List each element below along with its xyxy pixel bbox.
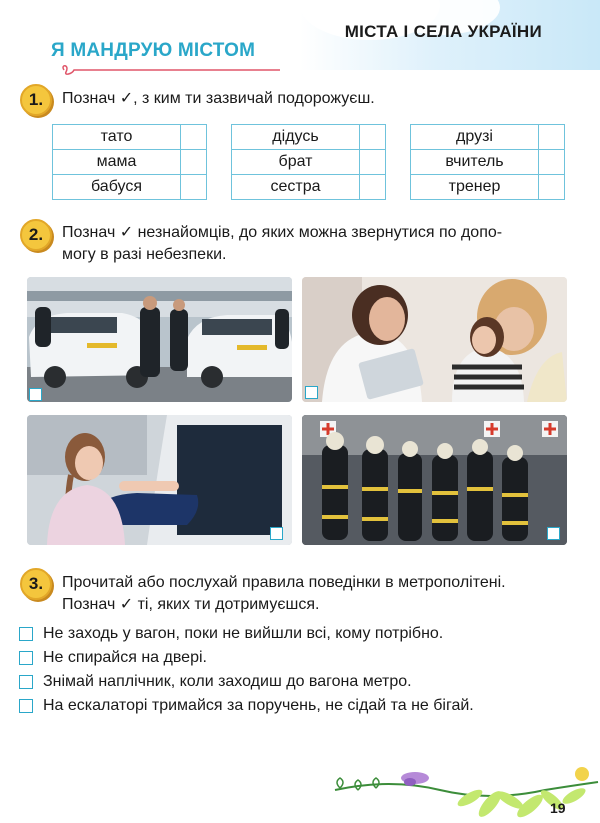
table-cell-word: брат bbox=[232, 150, 360, 175]
checkbox-cell[interactable] bbox=[539, 150, 565, 175]
table-cell-word: друзі bbox=[411, 125, 539, 150]
checkbox-cell[interactable] bbox=[360, 175, 386, 200]
police-photo-checkbox[interactable] bbox=[29, 388, 42, 401]
companion-table-2 bbox=[231, 124, 386, 200]
checkbox-cell[interactable] bbox=[360, 150, 386, 175]
checkbox-cell[interactable] bbox=[181, 125, 207, 150]
section-title: Я МАНДРУЮ МІСТОМ bbox=[51, 40, 256, 61]
rule-item bbox=[19, 622, 579, 646]
rule-checkbox[interactable] bbox=[19, 627, 33, 641]
checkbox-cell[interactable] bbox=[181, 150, 207, 175]
rule-checkbox[interactable] bbox=[19, 699, 33, 713]
table-cell-word: бабуся bbox=[53, 175, 181, 200]
title-underline-decoration bbox=[58, 62, 280, 78]
rule-text: Знімай наплічник, коли заходиш до вагона метро. bbox=[43, 673, 412, 690]
task-number-badge: 3. bbox=[20, 568, 52, 600]
firefighters-photo bbox=[302, 415, 567, 545]
task-number-badge: 2. bbox=[20, 219, 52, 251]
doctor-with-child-photo bbox=[302, 277, 567, 402]
companion-table-1 bbox=[52, 124, 207, 200]
rule-text: На ескалаторі тримайся за поручень, не сідай та не бігай. bbox=[43, 697, 474, 714]
doctor-photo-checkbox[interactable] bbox=[305, 386, 318, 399]
page-number: 19 bbox=[550, 800, 566, 816]
rule-text: Не спирайся на двері. bbox=[43, 649, 207, 666]
rule-text: Не заходь у вагон, поки не вийшли всі, кому потрібно. bbox=[43, 625, 444, 642]
rule-item bbox=[19, 694, 579, 718]
table-cell-word: дідусь bbox=[232, 125, 360, 150]
checkbox-cell[interactable] bbox=[539, 125, 565, 150]
table-cell-word: сестра bbox=[232, 175, 360, 200]
task-instruction-line1: Прочитай або послухай правила поведінки в метрополітені. bbox=[62, 574, 506, 591]
companion-table-3 bbox=[410, 124, 565, 200]
table-cell-word: вчитель bbox=[411, 150, 539, 175]
checkbox-cell[interactable] bbox=[360, 125, 386, 150]
checkbox-cell[interactable] bbox=[181, 175, 207, 200]
task-instruction-line2: Познач ✓ ті, яких ти дотримуєшся. bbox=[62, 596, 320, 613]
task-instruction-line2: могу в разі небезпеки. bbox=[62, 246, 227, 263]
girl-at-car-window-photo bbox=[27, 415, 292, 545]
chapter-title: МІСТА І СЕЛА УКРАЇНИ bbox=[344, 22, 542, 41]
task-number-badge: 1. bbox=[20, 84, 52, 116]
firefighters-photo-checkbox[interactable] bbox=[547, 527, 560, 540]
rule-item bbox=[19, 670, 579, 694]
task-instruction-line1: Познач ✓ незнайомців, до яких можна звернутися по допо- bbox=[62, 224, 503, 241]
rule-checkbox[interactable] bbox=[19, 675, 33, 689]
table-cell-word: тренер bbox=[411, 175, 539, 200]
car-photo-checkbox[interactable] bbox=[270, 527, 283, 540]
rule-checkbox[interactable] bbox=[19, 651, 33, 665]
task-instruction: Познач ✓, з ким ти зазвичай подорожуєш. bbox=[62, 90, 375, 107]
rule-item bbox=[19, 646, 579, 670]
table-cell-word: тато bbox=[53, 125, 181, 150]
checkbox-cell[interactable] bbox=[539, 175, 565, 200]
metro-rules-list bbox=[19, 622, 579, 718]
table-cell-word: мама bbox=[53, 150, 181, 175]
police-officers-photo bbox=[27, 277, 292, 402]
